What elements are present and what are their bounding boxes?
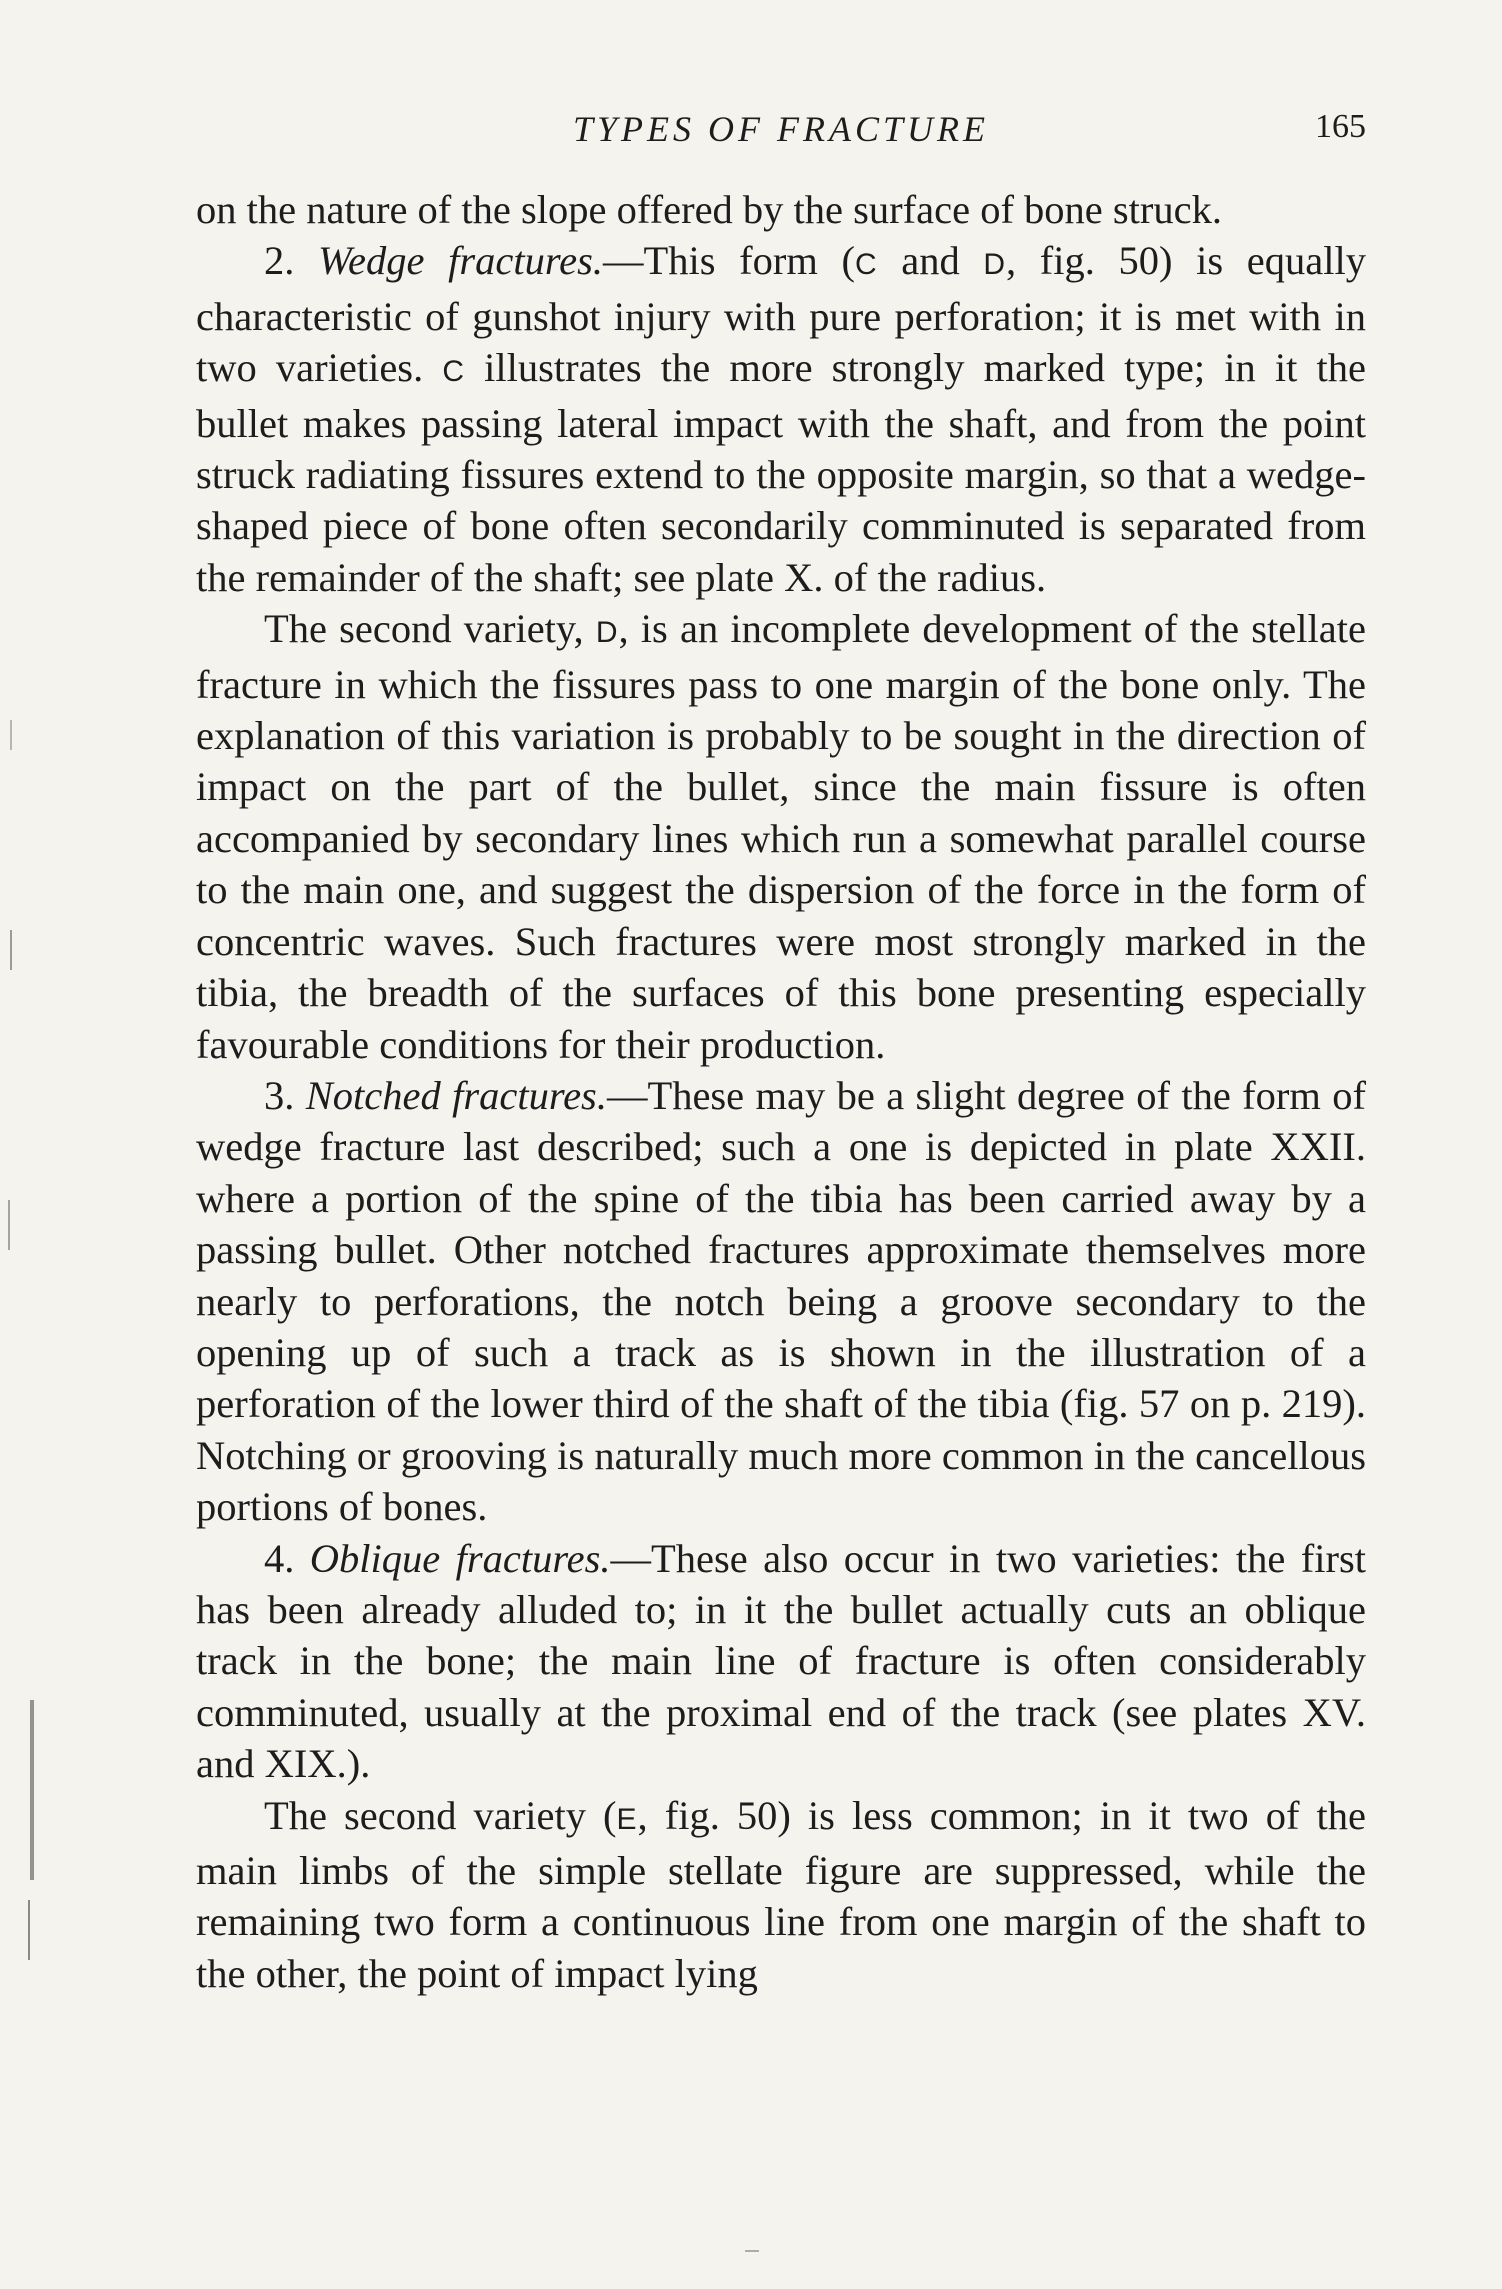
section-number: 3.: [264, 1072, 295, 1118]
paragraph-3: [196, 603, 1366, 1070]
paragraph-5: [196, 1533, 1366, 1790]
page-number: 165: [1315, 108, 1366, 145]
text-run: —These also occur in two varieties: the first has been already alluded to; in it the bullet actually cuts an oblique track in the bone; the main line of fracture is often considerably comminuted, usually at the proximal end of the track (see plates XV. and XIX.).: [196, 1535, 1366, 1787]
text-run: The second variety (: [264, 1792, 617, 1838]
section-heading: Wedge fractures.: [318, 238, 603, 284]
section-heading: Oblique fractures.: [309, 1535, 611, 1581]
text-run: illustrates the more strongly marked type; in it the bullet makes passing lateral impact with the shaft, and from the point struck radiating fissures extend to the opposite margin, so that a wedge-shaped piece of bone often secondarily comminuted is separated from the remainder of the shaft; see plate X. of the radius.: [196, 345, 1366, 600]
figure-label: C: [854, 248, 878, 282]
gutter-mark: [28, 1900, 30, 1960]
body-text: [196, 184, 1366, 1999]
text-run: —This form (: [602, 238, 855, 284]
running-head: [196, 108, 1366, 158]
bottom-mark: [745, 2250, 759, 2252]
paragraph-6: [196, 1790, 1366, 2000]
text-run: , fig. 50) is equally characteristic of gunshot injury with pure perforation; it is met with in two varieties.: [196, 238, 1367, 391]
text-run: —These may be a slight degree of the form of wedge fracture last described; such a one is depicted in plate XXII. where a portion of the spine of the tibia has been carried away by a passing bullet. Other notched fractures approximate themselves more nearly to perforations, the notch being a groove secondary to the opening up of such a track as is shown in the illustration of a perforation of the lower third of the shaft of the tibia (fig. 57 on p. 219). Notching or grooving is naturally much more common in the cancellous portions of bones.: [196, 1072, 1367, 1530]
figure-label: E: [616, 1802, 638, 1836]
section-number: 2.: [264, 238, 295, 284]
text-run: , is an incomplete development of the stellate fracture in which the fissures pass to one margin of the bone only. The explanation of this variation is probably to be sought in the direction of impact on the part of the bullet, since the main fissure is often accompanied by secondary lines which run a somewhat parallel course to the main one, and suggest the dispersion of the force in the form of concentric waves. Such fractures were most strongly marked in the tibia, the breadth of the surfaces of this bone presenting especially favourable conditions for their production.: [196, 606, 1366, 1067]
paragraph-2: [196, 235, 1366, 603]
text-run: The second variety,: [264, 606, 596, 652]
text-run: and: [877, 238, 984, 284]
figure-label: D: [595, 616, 619, 650]
text-run: , fig. 50) is less common; in it two of the main limbs of the simple stellate figure are suppressed, while the remaining two form a continuous line from one margin of the shaft to the other, the point of impact lying: [196, 1792, 1366, 1996]
gutter-mark: [10, 720, 12, 750]
section-heading: Notched fractures.: [305, 1072, 607, 1118]
paragraph-4: [196, 1070, 1366, 1533]
figure-label: D: [983, 248, 1007, 282]
gutter-mark: [8, 1200, 10, 1250]
gutter-mark: [10, 930, 12, 970]
gutter-mark: [30, 1700, 34, 1880]
paragraph-1: on the nature of the slope offered by the surface of bone struck.: [196, 187, 1223, 232]
section-number: 4.: [264, 1535, 295, 1581]
running-title: TYPES OF FRACTURE: [573, 109, 989, 149]
figure-label: C: [442, 355, 465, 389]
